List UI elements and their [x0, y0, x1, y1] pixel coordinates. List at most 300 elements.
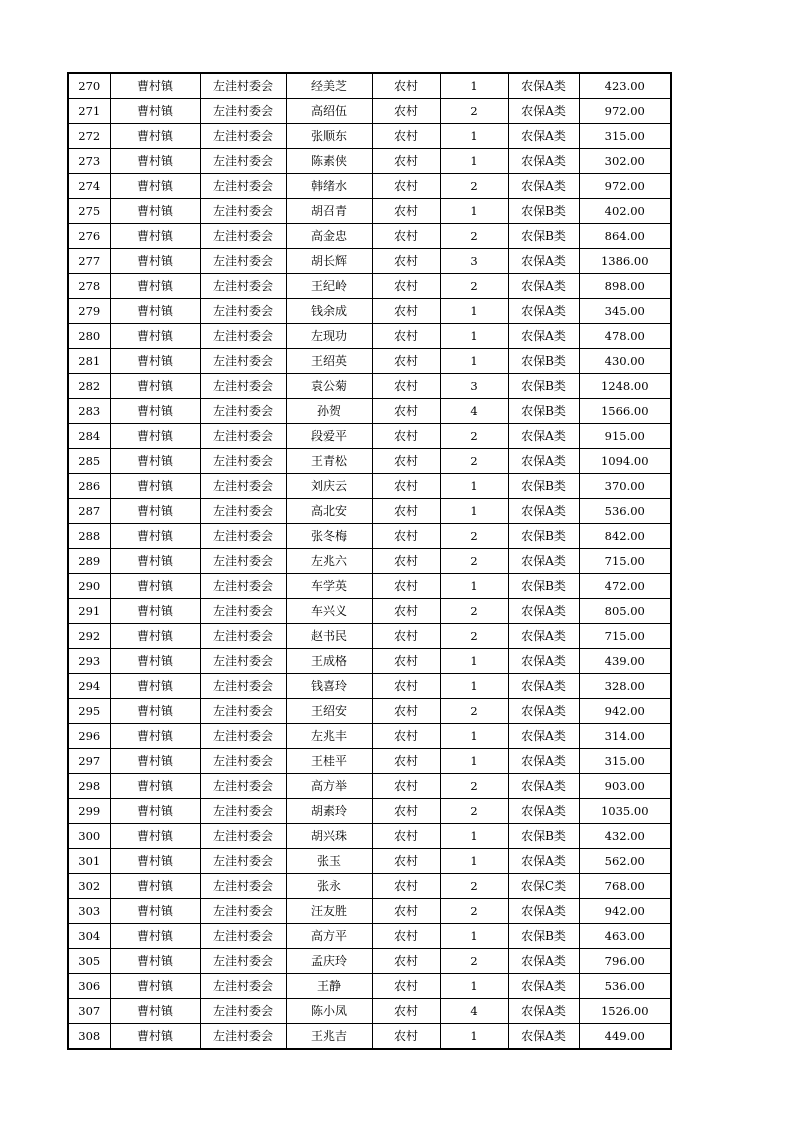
name-cell: 王绍英 [286, 349, 372, 374]
household-count-cell: 1 [440, 574, 508, 599]
insurance-category-cell: 农保B类 [508, 824, 579, 849]
insurance-category-cell: 农保A类 [508, 324, 579, 349]
town-cell: 曹村镇 [110, 474, 200, 499]
village-committee-cell: 左洼村委会 [200, 824, 286, 849]
insurance-category-cell: 农保A类 [508, 149, 579, 174]
town-cell: 曹村镇 [110, 549, 200, 574]
town-cell: 曹村镇 [110, 349, 200, 374]
table-row [68, 474, 671, 499]
area-type-cell: 农村 [372, 224, 440, 249]
name-cell: 高金忠 [286, 224, 372, 249]
town-cell: 曹村镇 [110, 749, 200, 774]
town-cell: 曹村镇 [110, 824, 200, 849]
household-count-cell: 2 [440, 549, 508, 574]
name-cell: 胡兴珠 [286, 824, 372, 849]
amount-cell: 478.00 [579, 324, 671, 349]
row-number-cell: 297 [68, 749, 110, 774]
village-committee-cell: 左洼村委会 [200, 574, 286, 599]
name-cell: 王桂平 [286, 749, 372, 774]
household-count-cell: 1 [440, 749, 508, 774]
table-row [68, 349, 671, 374]
town-cell: 曹村镇 [110, 399, 200, 424]
name-cell: 段爱平 [286, 424, 372, 449]
area-type-cell: 农村 [372, 424, 440, 449]
row-number-cell: 270 [68, 73, 110, 99]
name-cell: 陈素侠 [286, 149, 372, 174]
amount-cell: 972.00 [579, 174, 671, 199]
row-number-cell: 276 [68, 224, 110, 249]
name-cell: 陈小凤 [286, 999, 372, 1024]
amount-cell: 562.00 [579, 849, 671, 874]
row-number-cell: 302 [68, 874, 110, 899]
town-cell: 曹村镇 [110, 249, 200, 274]
area-type-cell: 农村 [372, 174, 440, 199]
name-cell: 孙贺 [286, 399, 372, 424]
town-cell: 曹村镇 [110, 649, 200, 674]
town-cell: 曹村镇 [110, 199, 200, 224]
town-cell: 曹村镇 [110, 524, 200, 549]
area-type-cell: 农村 [372, 549, 440, 574]
insurance-category-cell: 农保B类 [508, 349, 579, 374]
table-row [68, 249, 671, 274]
village-committee-cell: 左洼村委会 [200, 274, 286, 299]
name-cell: 车兴义 [286, 599, 372, 624]
insurance-category-cell: 农保A类 [508, 174, 579, 199]
row-number-cell: 296 [68, 724, 110, 749]
insurance-category-cell: 农保A类 [508, 624, 579, 649]
name-cell: 左现功 [286, 324, 372, 349]
table-row [68, 974, 671, 999]
area-type-cell: 农村 [372, 99, 440, 124]
village-committee-cell: 左洼村委会 [200, 624, 286, 649]
name-cell: 王成格 [286, 649, 372, 674]
name-cell: 左兆六 [286, 549, 372, 574]
row-number-cell: 273 [68, 149, 110, 174]
household-count-cell: 2 [440, 624, 508, 649]
town-cell: 曹村镇 [110, 299, 200, 324]
table-row [68, 574, 671, 599]
row-number-cell: 299 [68, 799, 110, 824]
amount-cell: 842.00 [579, 524, 671, 549]
household-count-cell: 2 [440, 774, 508, 799]
village-committee-cell: 左洼村委会 [200, 249, 286, 274]
town-cell: 曹村镇 [110, 699, 200, 724]
table-row [68, 849, 671, 874]
amount-cell: 439.00 [579, 649, 671, 674]
household-count-cell: 2 [440, 524, 508, 549]
household-count-cell: 1 [440, 849, 508, 874]
household-count-cell: 1 [440, 974, 508, 999]
household-count-cell: 2 [440, 274, 508, 299]
amount-cell: 1094.00 [579, 449, 671, 474]
row-number-cell: 272 [68, 124, 110, 149]
name-cell: 张冬梅 [286, 524, 372, 549]
village-committee-cell: 左洼村委会 [200, 549, 286, 574]
row-number-cell: 295 [68, 699, 110, 724]
insurance-category-cell: 农保A类 [508, 799, 579, 824]
household-count-cell: 1 [440, 299, 508, 324]
household-count-cell: 2 [440, 699, 508, 724]
amount-cell: 915.00 [579, 424, 671, 449]
row-number-cell: 279 [68, 299, 110, 324]
insurance-category-cell: 农保A类 [508, 73, 579, 99]
household-count-cell: 4 [440, 999, 508, 1024]
area-type-cell: 农村 [372, 824, 440, 849]
town-cell: 曹村镇 [110, 874, 200, 899]
insurance-category-cell: 农保C类 [508, 874, 579, 899]
row-number-cell: 278 [68, 274, 110, 299]
table-row [68, 749, 671, 774]
household-count-cell: 2 [440, 174, 508, 199]
amount-cell: 898.00 [579, 274, 671, 299]
village-committee-cell: 左洼村委会 [200, 399, 286, 424]
village-committee-cell: 左洼村委会 [200, 924, 286, 949]
household-count-cell: 1 [440, 199, 508, 224]
table-row [68, 949, 671, 974]
row-number-cell: 301 [68, 849, 110, 874]
insurance-category-cell: 农保A类 [508, 449, 579, 474]
name-cell: 经美芝 [286, 73, 372, 99]
area-type-cell: 农村 [372, 924, 440, 949]
town-cell: 曹村镇 [110, 974, 200, 999]
table-row [68, 399, 671, 424]
area-type-cell: 农村 [372, 449, 440, 474]
insurance-category-cell: 农保A类 [508, 949, 579, 974]
amount-cell: 903.00 [579, 774, 671, 799]
insurance-category-cell: 农保A类 [508, 249, 579, 274]
household-count-cell: 2 [440, 599, 508, 624]
table-row [68, 999, 671, 1024]
area-type-cell: 农村 [372, 349, 440, 374]
town-cell: 曹村镇 [110, 124, 200, 149]
amount-cell: 1248.00 [579, 374, 671, 399]
name-cell: 车学英 [286, 574, 372, 599]
village-committee-cell: 左洼村委会 [200, 749, 286, 774]
name-cell: 高绍伍 [286, 99, 372, 124]
area-type-cell: 农村 [372, 774, 440, 799]
table-row [68, 174, 671, 199]
area-type-cell: 农村 [372, 524, 440, 549]
table-row [68, 149, 671, 174]
amount-cell: 972.00 [579, 99, 671, 124]
row-number-cell: 287 [68, 499, 110, 524]
table-row [68, 924, 671, 949]
town-cell: 曹村镇 [110, 1024, 200, 1050]
village-committee-cell: 左洼村委会 [200, 724, 286, 749]
amount-cell: 449.00 [579, 1024, 671, 1050]
insurance-category-cell: 农保A类 [508, 899, 579, 924]
household-count-cell: 2 [440, 224, 508, 249]
name-cell: 左兆丰 [286, 724, 372, 749]
household-count-cell: 1 [440, 649, 508, 674]
household-count-cell: 2 [440, 424, 508, 449]
table-row [68, 899, 671, 924]
area-type-cell: 农村 [372, 324, 440, 349]
amount-cell: 314.00 [579, 724, 671, 749]
town-cell: 曹村镇 [110, 674, 200, 699]
insurance-category-cell: 农保B类 [508, 199, 579, 224]
insurance-category-cell: 农保B类 [508, 524, 579, 549]
insurance-category-cell: 农保A类 [508, 999, 579, 1024]
village-committee-cell: 左洼村委会 [200, 324, 286, 349]
insurance-category-cell: 农保A类 [508, 699, 579, 724]
table-row [68, 99, 671, 124]
amount-cell: 942.00 [579, 699, 671, 724]
name-cell: 赵书民 [286, 624, 372, 649]
amount-cell: 345.00 [579, 299, 671, 324]
area-type-cell: 农村 [372, 124, 440, 149]
amount-cell: 463.00 [579, 924, 671, 949]
village-committee-cell: 左洼村委会 [200, 949, 286, 974]
household-count-cell: 1 [440, 924, 508, 949]
row-number-cell: 293 [68, 649, 110, 674]
town-cell: 曹村镇 [110, 949, 200, 974]
table-row [68, 224, 671, 249]
insurance-category-cell: 农保B类 [508, 399, 579, 424]
table-row [68, 774, 671, 799]
area-type-cell: 农村 [372, 199, 440, 224]
insurance-category-cell: 农保B类 [508, 924, 579, 949]
household-count-cell: 1 [440, 124, 508, 149]
town-cell: 曹村镇 [110, 374, 200, 399]
area-type-cell: 农村 [372, 724, 440, 749]
table-row [68, 649, 671, 674]
row-number-cell: 280 [68, 324, 110, 349]
amount-cell: 430.00 [579, 349, 671, 374]
amount-cell: 1386.00 [579, 249, 671, 274]
amount-cell: 402.00 [579, 199, 671, 224]
name-cell: 王兆吉 [286, 1024, 372, 1050]
table-row [68, 374, 671, 399]
row-number-cell: 274 [68, 174, 110, 199]
amount-cell: 432.00 [579, 824, 671, 849]
table-row [68, 524, 671, 549]
row-number-cell: 303 [68, 899, 110, 924]
area-type-cell: 农村 [372, 874, 440, 899]
name-cell: 张顺东 [286, 124, 372, 149]
town-cell: 曹村镇 [110, 424, 200, 449]
amount-cell: 864.00 [579, 224, 671, 249]
area-type-cell: 农村 [372, 399, 440, 424]
village-committee-cell: 左洼村委会 [200, 974, 286, 999]
household-count-cell: 1 [440, 73, 508, 99]
name-cell: 王静 [286, 974, 372, 999]
area-type-cell: 农村 [372, 899, 440, 924]
amount-cell: 370.00 [579, 474, 671, 499]
town-cell: 曹村镇 [110, 724, 200, 749]
row-number-cell: 284 [68, 424, 110, 449]
household-count-cell: 2 [440, 799, 508, 824]
name-cell: 孟庆玲 [286, 949, 372, 974]
roster-table [67, 72, 672, 1050]
village-committee-cell: 左洼村委会 [200, 599, 286, 624]
roster-body [68, 73, 671, 1049]
table-row [68, 799, 671, 824]
table-row [68, 674, 671, 699]
name-cell: 高方举 [286, 774, 372, 799]
row-number-cell: 294 [68, 674, 110, 699]
town-cell: 曹村镇 [110, 499, 200, 524]
insurance-category-cell: 农保A类 [508, 499, 579, 524]
row-number-cell: 275 [68, 199, 110, 224]
table-row [68, 724, 671, 749]
area-type-cell: 农村 [372, 999, 440, 1024]
amount-cell: 796.00 [579, 949, 671, 974]
insurance-category-cell: 农保A类 [508, 974, 579, 999]
row-number-cell: 286 [68, 474, 110, 499]
area-type-cell: 农村 [372, 699, 440, 724]
name-cell: 胡素玲 [286, 799, 372, 824]
insurance-category-cell: 农保A类 [508, 749, 579, 774]
row-number-cell: 289 [68, 549, 110, 574]
table-row [68, 124, 671, 149]
name-cell: 王绍安 [286, 699, 372, 724]
row-number-cell: 306 [68, 974, 110, 999]
name-cell: 钱喜玲 [286, 674, 372, 699]
village-committee-cell: 左洼村委会 [200, 149, 286, 174]
amount-cell: 1526.00 [579, 999, 671, 1024]
table-row [68, 274, 671, 299]
household-count-cell: 1 [440, 499, 508, 524]
area-type-cell: 农村 [372, 849, 440, 874]
table-row [68, 324, 671, 349]
town-cell: 曹村镇 [110, 224, 200, 249]
household-count-cell: 1 [440, 724, 508, 749]
village-committee-cell: 左洼村委会 [200, 699, 286, 724]
town-cell: 曹村镇 [110, 899, 200, 924]
household-count-cell: 2 [440, 449, 508, 474]
town-cell: 曹村镇 [110, 624, 200, 649]
name-cell: 袁公菊 [286, 374, 372, 399]
town-cell: 曹村镇 [110, 449, 200, 474]
insurance-category-cell: 农保A类 [508, 674, 579, 699]
name-cell: 张玉 [286, 849, 372, 874]
household-count-cell: 1 [440, 1024, 508, 1050]
insurance-category-cell: 农保A类 [508, 1024, 579, 1050]
village-committee-cell: 左洼村委会 [200, 449, 286, 474]
area-type-cell: 农村 [372, 799, 440, 824]
amount-cell: 536.00 [579, 499, 671, 524]
table-row [68, 624, 671, 649]
area-type-cell: 农村 [372, 574, 440, 599]
amount-cell: 315.00 [579, 749, 671, 774]
row-number-cell: 281 [68, 349, 110, 374]
row-number-cell: 300 [68, 824, 110, 849]
row-number-cell: 298 [68, 774, 110, 799]
area-type-cell: 农村 [372, 974, 440, 999]
household-count-cell: 2 [440, 899, 508, 924]
village-committee-cell: 左洼村委会 [200, 499, 286, 524]
village-committee-cell: 左洼村委会 [200, 774, 286, 799]
table-row [68, 199, 671, 224]
village-committee-cell: 左洼村委会 [200, 849, 286, 874]
name-cell: 王纪岭 [286, 274, 372, 299]
insurance-category-cell: 农保B类 [508, 574, 579, 599]
amount-cell: 715.00 [579, 549, 671, 574]
amount-cell: 472.00 [579, 574, 671, 599]
area-type-cell: 农村 [372, 374, 440, 399]
row-number-cell: 283 [68, 399, 110, 424]
amount-cell: 1035.00 [579, 799, 671, 824]
household-count-cell: 1 [440, 149, 508, 174]
row-number-cell: 308 [68, 1024, 110, 1050]
village-committee-cell: 左洼村委会 [200, 874, 286, 899]
household-count-cell: 3 [440, 374, 508, 399]
row-number-cell: 290 [68, 574, 110, 599]
table-row [68, 824, 671, 849]
name-cell: 张永 [286, 874, 372, 899]
town-cell: 曹村镇 [110, 774, 200, 799]
insurance-category-cell: 农保A类 [508, 774, 579, 799]
area-type-cell: 农村 [372, 599, 440, 624]
area-type-cell: 农村 [372, 73, 440, 99]
insurance-category-cell: 农保A类 [508, 424, 579, 449]
table-row [68, 73, 671, 99]
town-cell: 曹村镇 [110, 324, 200, 349]
name-cell: 刘庆云 [286, 474, 372, 499]
village-committee-cell: 左洼村委会 [200, 99, 286, 124]
village-committee-cell: 左洼村委会 [200, 424, 286, 449]
village-committee-cell: 左洼村委会 [200, 474, 286, 499]
household-count-cell: 1 [440, 674, 508, 699]
amount-cell: 328.00 [579, 674, 671, 699]
row-number-cell: 305 [68, 949, 110, 974]
village-committee-cell: 左洼村委会 [200, 124, 286, 149]
insurance-category-cell: 农保A类 [508, 124, 579, 149]
insurance-category-cell: 农保B类 [508, 474, 579, 499]
area-type-cell: 农村 [372, 624, 440, 649]
town-cell: 曹村镇 [110, 574, 200, 599]
town-cell: 曹村镇 [110, 849, 200, 874]
village-committee-cell: 左洼村委会 [200, 374, 286, 399]
insurance-category-cell: 农保A类 [508, 549, 579, 574]
household-count-cell: 3 [440, 249, 508, 274]
area-type-cell: 农村 [372, 499, 440, 524]
area-type-cell: 农村 [372, 674, 440, 699]
area-type-cell: 农村 [372, 749, 440, 774]
town-cell: 曹村镇 [110, 999, 200, 1024]
household-count-cell: 2 [440, 99, 508, 124]
table-row [68, 874, 671, 899]
insurance-category-cell: 农保B类 [508, 374, 579, 399]
insurance-category-cell: 农保A类 [508, 724, 579, 749]
row-number-cell: 307 [68, 999, 110, 1024]
amount-cell: 805.00 [579, 599, 671, 624]
row-number-cell: 288 [68, 524, 110, 549]
town-cell: 曹村镇 [110, 924, 200, 949]
row-number-cell: 271 [68, 99, 110, 124]
household-count-cell: 1 [440, 474, 508, 499]
village-committee-cell: 左洼村委会 [200, 999, 286, 1024]
area-type-cell: 农村 [372, 249, 440, 274]
village-committee-cell: 左洼村委会 [200, 674, 286, 699]
insurance-category-cell: 农保A类 [508, 849, 579, 874]
table-row [68, 699, 671, 724]
area-type-cell: 农村 [372, 299, 440, 324]
row-number-cell: 292 [68, 624, 110, 649]
town-cell: 曹村镇 [110, 799, 200, 824]
town-cell: 曹村镇 [110, 99, 200, 124]
household-count-cell: 1 [440, 349, 508, 374]
name-cell: 王青松 [286, 449, 372, 474]
table-row [68, 424, 671, 449]
row-number-cell: 282 [68, 374, 110, 399]
household-count-cell: 2 [440, 949, 508, 974]
insurance-category-cell: 农保B类 [508, 224, 579, 249]
amount-cell: 942.00 [579, 899, 671, 924]
household-count-cell: 4 [440, 399, 508, 424]
town-cell: 曹村镇 [110, 599, 200, 624]
